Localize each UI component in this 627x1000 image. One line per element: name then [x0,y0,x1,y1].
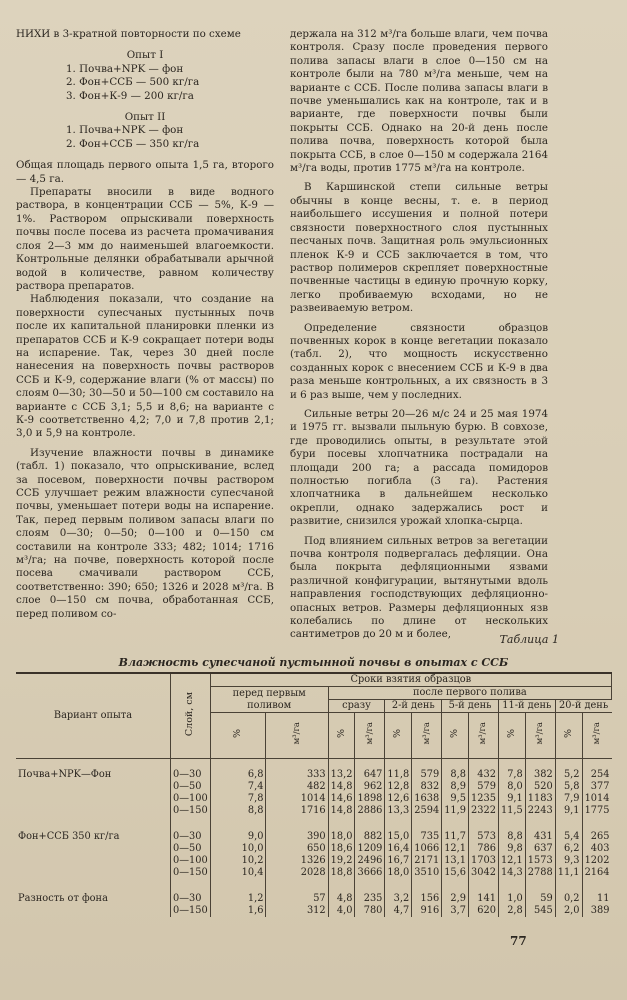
unit-m3: м³/га [582,713,611,759]
table-label: Таблица 1 [499,633,559,646]
value-cell: 389 [582,905,611,917]
value-cell: 14,8 [328,781,355,793]
left-column [16,28,274,621]
value-cell: 579 [412,759,442,781]
value-cell: 59 [525,879,555,905]
value-cell: 18,8 [328,867,355,879]
layer-cell: 0—50 [171,781,211,793]
value-cell: 9,1 [555,805,582,817]
variant-label [16,905,171,917]
value-cell: 15,6 [442,867,469,879]
header-layer: Слой, см [171,673,211,759]
value-cell: 432 [469,759,499,781]
value-cell: 5,2 [555,759,582,781]
table-title: Влажность супесчаной пустынной почвы в опытах с ССБ [118,656,509,669]
value-cell: 832 [412,781,442,793]
value-cell: 8,9 [442,781,469,793]
value-cell: 2028 [266,867,328,879]
value-cell: 431 [525,817,555,843]
value-cell: 11,9 [442,805,469,817]
value-cell: 2496 [355,855,385,867]
variant-label [16,855,171,867]
value-cell: 1014 [266,793,328,805]
value-cell: 14,6 [328,793,355,805]
moisture-table [16,672,612,917]
value-cell: 377 [582,781,611,793]
layer-cell: 0—150 [171,867,211,879]
value-cell: 573 [469,817,499,843]
right-column [290,28,548,642]
value-cell: 13,2 [328,759,355,781]
value-cell: 2322 [469,805,499,817]
page-number: 77 [510,934,527,948]
value-cell: 962 [355,781,385,793]
value-cell: 9,5 [442,793,469,805]
variant-label: Фон+ССБ 350 кг/га [18,830,120,842]
value-cell: 14,3 [498,867,525,879]
value-cell: 141 [469,879,499,905]
value-cell: 7,4 [210,781,266,793]
value-cell: 650 [266,843,328,855]
value-cell: 1703 [469,855,499,867]
value-cell: 18,0 [385,867,412,879]
variant-label [16,793,171,805]
value-cell: 265 [582,817,611,843]
value-cell: 9,8 [498,843,525,855]
value-cell: 11,8 [385,759,412,781]
value-cell: 1775 [582,805,611,817]
table-row [16,879,612,905]
table-row [16,867,612,879]
value-cell: 786 [469,843,499,855]
value-cell: 5,8 [555,781,582,793]
value-cell: 10,4 [210,867,266,879]
table-row [16,843,612,855]
value-cell: 2886 [355,805,385,817]
header-variant: Вариант опыта [16,673,171,759]
value-cell: 390 [266,817,328,843]
layer-cell: 0—30 [171,759,211,781]
value-cell: 1183 [525,793,555,805]
experiment-1-list [16,63,274,103]
value-cell: 1209 [355,843,385,855]
value-cell: 16,4 [385,843,412,855]
value-cell: 1638 [412,793,442,805]
header-after: после первого полива [328,687,611,700]
value-cell: 156 [412,879,442,905]
value-cell: 14,8 [328,805,355,817]
value-cell: 647 [355,759,385,781]
value-cell: 2,9 [442,879,469,905]
layer-cell: 0—50 [171,843,211,855]
value-cell: 4,7 [385,905,412,917]
value-cell: 13,1 [442,855,469,867]
intro-text: НИХИ в 3-кратной повторности по схеме [16,28,241,40]
value-cell: 13,3 [385,805,412,817]
value-cell: 333 [266,759,328,781]
list-item: 2. Фон+ССБ — 350 кг/га [66,137,200,150]
value-cell: 12,1 [498,855,525,867]
layer-cell: 0—150 [171,805,211,817]
layer-cell: 0—150 [171,905,211,917]
table-row [16,855,612,867]
value-cell: 4,8 [328,879,355,905]
header-before: перед первым поливом [210,687,328,713]
value-cell: 3666 [355,867,385,879]
unit-m3: м³/га [469,713,499,759]
value-cell: 1202 [582,855,611,867]
value-cell: 8,8 [442,759,469,781]
value-cell: 2243 [525,805,555,817]
value-cell: 1,6 [210,905,266,917]
value-cell: 11,5 [498,805,525,817]
value-cell: 11,7 [442,817,469,843]
table-row [16,759,612,781]
paragraph: Под влиянием сильных ветров за вегетации почва контроля подвергалась дефляции. Она была покрыта дефляционными язвами различной конфигурации, вытянутыми вдоль направления господствующих дефляционно-опасных ветров. Размеры дефляционных язв колебались по длине от нескольких сантиметров до 20 м и более, [290,534,548,641]
variant-label [16,805,171,817]
header-period: сразу [328,700,385,713]
table-row [16,905,612,917]
value-cell: 15,0 [385,817,412,843]
value-cell: 2788 [525,867,555,879]
value-cell: 2,8 [498,905,525,917]
value-cell: 7,8 [498,759,525,781]
value-cell: 5,4 [555,817,582,843]
value-cell: 12,1 [442,843,469,855]
unit-m3: м³/га [525,713,555,759]
unit-pct: % [210,713,266,759]
layer-cell: 0—100 [171,855,211,867]
value-cell: 12,6 [385,793,412,805]
unit-pct: % [498,713,525,759]
variant-label [16,867,171,879]
list-item: 1. Почва+NPK — фон [66,62,184,75]
value-cell: 2164 [582,867,611,879]
value-cell: 7,8 [210,793,266,805]
value-cell: 9,1 [498,793,525,805]
table-row [16,793,612,805]
value-cell: 482 [266,781,328,793]
unit-m3: м³/га [355,713,385,759]
layer-cell: 0—30 [171,879,211,905]
value-cell: 520 [525,781,555,793]
layer-cell: 0—30 [171,817,211,843]
value-cell: 403 [582,843,611,855]
value-cell: 1,0 [498,879,525,905]
unit-pct: % [555,713,582,759]
value-cell: 6,8 [210,759,266,781]
unit-m3: м³/га [412,713,442,759]
table-row [16,817,612,843]
value-cell: 1014 [582,793,611,805]
value-cell: 235 [355,879,385,905]
value-cell: 916 [412,905,442,917]
header-period: 2-й день [385,700,442,713]
value-cell: 19,2 [328,855,355,867]
value-cell: 1235 [469,793,499,805]
value-cell: 1898 [355,793,385,805]
value-cell: 8,8 [210,805,266,817]
paragraph: Изучение влажности почвы в динамике (табл. 1) показало, что опрыскивание, вслед за посевом, поверхности почвы раствором ССБ улучшает режим влажности супесчаной почвы, уменьшает потери воды на испарение. Так, перед первым поливом запасы влаги по слоям 0—30; 0—50; 0—100 и 0—150 см составили на контроле 333; 482; 1014; 1716 м³/га; на почве, поверхность которой после посева смачивали раствором ССБ, соответственно: 390; 650; 1326 и 2028 м³/га. В слое 0—150 см почва, обработанная ССБ, перед поливом со- [16,446,274,620]
header-sampling: Сроки взятия образцов [210,673,611,687]
variant-label [16,781,171,793]
paragraph: В Каршинской степи сильные ветры обычны в конце весны, т. е. в период наибольшего иссушения и полной потери связности поверхностного слоя пустынных песчаных почв. Защитная роль эмульсионных пленок К-9 и ССБ заключается в том, что раствор полимеров скрепляет поверхностные почвенные частицы в единую прочную корку, легко пробиваемую всходами, но не развеиваемую ветром. [290,181,548,315]
value-cell: 382 [525,759,555,781]
unit-pct: % [385,713,412,759]
value-cell: 637 [525,843,555,855]
value-cell: 12,8 [385,781,412,793]
experiment-1-title: Опыт I [126,49,164,62]
value-cell: 3042 [469,867,499,879]
unit-m3: м³/га [266,713,328,759]
value-cell: 1326 [266,855,328,867]
value-cell: 18,0 [328,817,355,843]
value-cell: 0,2 [555,879,582,905]
unit-pct: % [442,713,469,759]
variant-label [16,843,171,855]
value-cell: 2,0 [555,905,582,917]
value-cell: 1,2 [210,879,266,905]
value-cell: 735 [412,817,442,843]
header-period: 5-й день [442,700,499,713]
paragraph: держала на 312 м³/га больше влаги, чем почва контроля. Сразу после проведения первого полива запасы влаги в слое 0—150 см на контроле были на 780 м³/га меньше, чем на варианте с ССБ. После полива запасы влаги в почве уменьшались как на контроле, так и в варианте, где поверхности почвы были покрыты ССБ. Однако на 20-й день после полива почва, поверхность которой была покрыта ССБ, в слое 0—150 м содержала 2164 м³/га воды, против 1775 м³/га на контроле. [290,28,548,175]
value-cell: 11 [582,879,611,905]
value-cell: 10,2 [210,855,266,867]
value-cell: 545 [525,905,555,917]
paragraph: Препараты вносили в виде водного раствора, в концентрации ССБ — 5%, К-9 — 1%. Раствором опрыскивали поверхность почвы после посева из расчета промачивания слоя 2—3 мм до наименьшей влагоемкости. Контрольные делянки обрабатывали арычной водой в количестве, равном количеству раствора препаратов. [16,186,274,292]
value-cell: 1573 [525,855,555,867]
value-cell: 57 [266,879,328,905]
value-cell: 9,0 [210,817,266,843]
paragraph: Общая площадь первого опыта 1,5 га, второго — 4,5 га. [16,159,274,185]
variant-label: Разность от фона [18,892,108,904]
value-cell: 1066 [412,843,442,855]
value-cell: 4,0 [328,905,355,917]
header-period: 20-й день [555,700,611,713]
unit-pct: % [328,713,355,759]
paragraph: Определение связности образцов почвенных корок в конце вегетации показало (табл. 2), что мощность искусственно созданных корок с внесением ССБ и К-9 в два раза меньше контрольных, а их связность в 3 и 6 раз выше, чем у последних. [290,321,548,401]
value-cell: 9,3 [555,855,582,867]
list-item: 1. Почва+NPK — фон [66,124,184,137]
list-item: 3. Фон+К-9 — 200 кг/га [66,89,194,102]
value-cell: 1716 [266,805,328,817]
paragraph: Сильные ветры 20—26 м/с 24 и 25 мая 1974 и 1975 гг. вызвали пыльную бурю. В совхозе, где проводились опыты, в результате этой бури посевы хлопчатника пострадали на площади 200 га; а рассада помидоров полностью погибла (3 га). Растения хлопчатника в дальнейшем несколько окрепли, однако задержались рост и развитие, снизился урожай хлопка-сырца. [290,407,548,528]
value-cell: 882 [355,817,385,843]
experiment-2-title: Опыт II [124,111,166,124]
value-cell: 3510 [412,867,442,879]
value-cell: 3,2 [385,879,412,905]
value-cell: 312 [266,905,328,917]
value-cell: 7,9 [555,793,582,805]
value-cell: 16,7 [385,855,412,867]
paragraph: Наблюдения показали, что создание на поверхности супесчаных пустынных почв после их капитальной планировки пленки из препаратов ССБ и К-9 сокращает потери воды на испарение. Так, через 30 дней после нанесения на поверхность почвы растворов ССБ и К-9, содержание влаги (% от массы) по слоям 0—30; 30—50 и 50—100 см составило на варианте с ССБ 3,1; 5,5 и 8,6; на варианте с К-9 соответственно 4,2; 7,0 и 7,8 против 2,1; 3,0 и 5,9 на контроле. [16,293,274,440]
experiment-2-list [16,124,274,151]
value-cell: 3,7 [442,905,469,917]
list-item: 2. Фон+ССБ — 500 кг/га [66,76,200,89]
value-cell: 10,0 [210,843,266,855]
value-cell: 11,1 [555,867,582,879]
value-cell: 579 [469,781,499,793]
value-cell: 2171 [412,855,442,867]
value-cell: 2594 [412,805,442,817]
header-period: 11-й день [498,700,555,713]
layer-cell: 0—100 [171,793,211,805]
value-cell: 620 [469,905,499,917]
value-cell: 8,0 [498,781,525,793]
value-cell: 6,2 [555,843,582,855]
variant-label: Почва+NPK—Фон [18,768,112,780]
value-cell: 780 [355,905,385,917]
table-row [16,805,612,817]
table-row [16,781,612,793]
value-cell: 8,8 [498,817,525,843]
value-cell: 254 [582,759,611,781]
value-cell: 18,6 [328,843,355,855]
